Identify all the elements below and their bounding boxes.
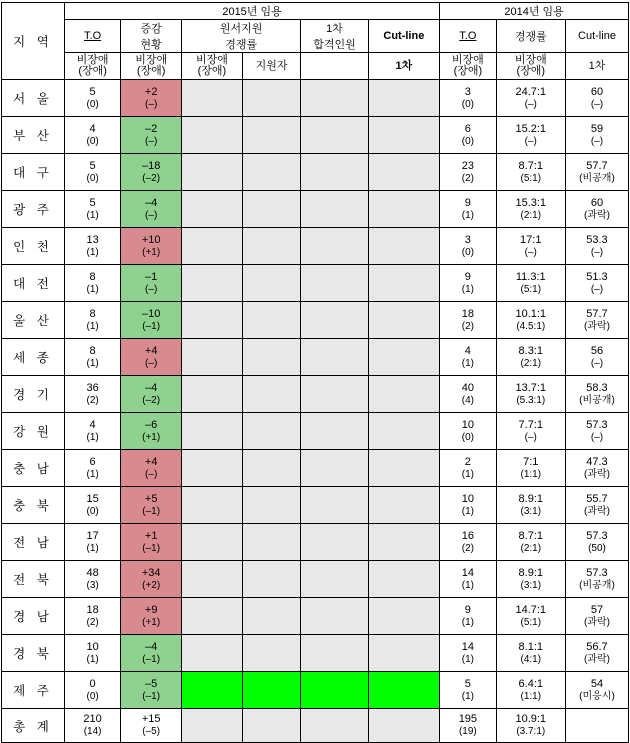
row-to-2015: 10 (1) — [64, 635, 120, 672]
row-apply-nondis — [182, 487, 243, 524]
row-to-2015: 18 (2) — [64, 598, 120, 635]
table-row — [2, 561, 629, 598]
row-cutline-2014: 58.3 (비공개) — [565, 376, 628, 413]
row-cutline-2015 — [368, 413, 440, 450]
table-row — [2, 191, 629, 228]
row-region: 부 산 — [2, 117, 65, 154]
row-change: –4 (–) — [121, 191, 182, 228]
row-apply-support — [242, 635, 301, 672]
row-cutline-2014: 47.3 (과락) — [565, 450, 628, 487]
row-change: –4 (–1) — [121, 635, 182, 672]
row-cutline-2014: 54 (미응시) — [565, 672, 628, 709]
header-to-2014: T.O — [440, 20, 496, 53]
row-to-2014: 9 (1) — [440, 191, 496, 228]
row-to-2014: 6 (0) — [440, 117, 496, 154]
row-to-2015: 4 (1) — [64, 413, 120, 450]
table-row — [2, 265, 629, 302]
row-apply-support — [242, 191, 301, 228]
row-cutline-2015 — [368, 524, 440, 561]
row-cutline-2014: 53.3 (–) — [565, 228, 628, 265]
row-apply-nondis — [182, 302, 243, 339]
row-region: 충 북 — [2, 487, 65, 524]
row-to-2015: 15 (0) — [64, 487, 120, 524]
row-first-pass — [301, 487, 368, 524]
table-row — [2, 635, 629, 672]
row-rate-2014: 17:1 (–) — [496, 228, 565, 265]
row-cutline-2014: 57.3 (–) — [565, 413, 628, 450]
table-row — [2, 413, 629, 450]
row-to-2015: 8 (1) — [64, 265, 120, 302]
table-row — [2, 487, 629, 524]
row-to-2015: 4 (0) — [64, 117, 120, 154]
row-apply-nondis — [182, 339, 243, 376]
row-apply-nondis — [182, 561, 243, 598]
table-row — [2, 524, 629, 561]
row-to-2014: 18 (2) — [440, 302, 496, 339]
row-apply-nondis — [182, 154, 243, 191]
row-change: +5 (–1) — [121, 487, 182, 524]
total-cutline-2015 — [368, 709, 440, 743]
header-region: 지 역 — [2, 3, 65, 80]
row-to-2014: 4 (1) — [440, 339, 496, 376]
table-row — [2, 450, 629, 487]
row-to-2014: 2 (1) — [440, 450, 496, 487]
row-region: 광 주 — [2, 191, 65, 228]
row-to-2014: 9 (1) — [440, 598, 496, 635]
row-cutline-2015 — [368, 635, 440, 672]
row-to-2014: 14 (1) — [440, 561, 496, 598]
row-cutline-2015 — [368, 265, 440, 302]
subheader-apply-nondis: 비장애 (장애) — [182, 53, 243, 80]
row-region: 전 북 — [2, 561, 65, 598]
row-apply-nondis — [182, 635, 243, 672]
row-first-pass — [301, 191, 368, 228]
row-apply-nondis — [182, 524, 243, 561]
row-cutline-2014: 51.3 (–) — [565, 265, 628, 302]
row-to-2014: 3 (0) — [440, 228, 496, 265]
row-apply-nondis — [182, 598, 243, 635]
table-row — [2, 117, 629, 154]
total-apply-nondis — [182, 709, 243, 743]
row-rate-2014: 24.7:1 (–) — [496, 80, 565, 117]
row-apply-support — [242, 117, 301, 154]
row-region: 제 주 — [2, 672, 65, 709]
row-apply-nondis — [182, 80, 243, 117]
row-to-2014: 9 (1) — [440, 265, 496, 302]
subheader-rate14-nondis: 비장애 (장애) — [496, 53, 565, 80]
row-cutline-2014: 57.7 (과락) — [565, 302, 628, 339]
row-apply-support — [242, 561, 301, 598]
row-to-2015: 13 (1) — [64, 228, 120, 265]
row-cutline-2014: 57.3 (50) — [565, 524, 628, 561]
row-region: 경 기 — [2, 376, 65, 413]
row-to-2014: 5 (1) — [440, 672, 496, 709]
row-cutline-2015 — [368, 561, 440, 598]
row-to-2015: 17 (1) — [64, 524, 120, 561]
header-group-2015: 2015년 임용 — [64, 3, 439, 20]
row-cutline-2015 — [368, 672, 440, 709]
header-change: 증감 현황 — [121, 20, 182, 53]
row-region: 전 남 — [2, 524, 65, 561]
table-row — [2, 154, 629, 191]
table-row — [2, 302, 629, 339]
row-apply-nondis — [182, 450, 243, 487]
row-apply-support — [242, 154, 301, 191]
row-to-2015: 8 (1) — [64, 339, 120, 376]
row-first-pass — [301, 302, 368, 339]
table-row — [2, 672, 629, 709]
row-cutline-2014: 60 (–) — [565, 80, 628, 117]
row-to-2014: 16 (2) — [440, 524, 496, 561]
row-to-2015: 36 (2) — [64, 376, 120, 413]
row-first-pass — [301, 635, 368, 672]
header-to-2015: T.O — [64, 20, 120, 53]
total-to-2015: 210 (14) — [64, 709, 120, 743]
header-row-subcolumns — [2, 53, 629, 80]
row-change: +2 (–) — [121, 80, 182, 117]
row-to-2014: 23 (2) — [440, 154, 496, 191]
row-region: 경 남 — [2, 598, 65, 635]
subheader-apply-support: 지원자 — [242, 53, 301, 80]
row-change: –10 (–1) — [121, 302, 182, 339]
row-cutline-2014: 57.3 (비공개) — [565, 561, 628, 598]
row-change: –4 (–2) — [121, 376, 182, 413]
row-cutline-2014: 60 (과락) — [565, 191, 628, 228]
table-row — [2, 80, 629, 117]
row-apply-nondis — [182, 376, 243, 413]
row-first-pass — [301, 376, 368, 413]
header-group-2014: 2014년 임용 — [440, 3, 629, 20]
header-rate-2014: 경쟁률 — [496, 20, 565, 53]
row-to-2015: 0 (0) — [64, 672, 120, 709]
row-region: 충 남 — [2, 450, 65, 487]
row-region: 울 산 — [2, 302, 65, 339]
total-to-2014: 195 (19) — [440, 709, 496, 743]
row-rate-2014: 8.3:1 (2:1) — [496, 339, 565, 376]
row-change: –6 (+1) — [121, 413, 182, 450]
row-first-pass — [301, 265, 368, 302]
row-first-pass — [301, 228, 368, 265]
total-first-pass — [301, 709, 368, 743]
subheader-to14-nondis: 비장애 (장애) — [440, 53, 496, 80]
table-row — [2, 376, 629, 413]
table-row-total — [2, 709, 629, 743]
row-apply-support — [242, 265, 301, 302]
row-rate-2014: 14.7:1 (5:1) — [496, 598, 565, 635]
row-apply-nondis — [182, 117, 243, 154]
row-rate-2014: 8.9:1 (3:1) — [496, 561, 565, 598]
row-first-pass — [301, 450, 368, 487]
row-to-2015: 5 (1) — [64, 191, 120, 228]
row-rate-2014: 8.7:1 (5:1) — [496, 154, 565, 191]
row-change: –5 (–1) — [121, 672, 182, 709]
row-cutline-2014: 56.7 (과락) — [565, 635, 628, 672]
row-region: 서 울 — [2, 80, 65, 117]
header-first-pass: 1차 합격인원 — [301, 20, 368, 53]
row-change: +10 (+1) — [121, 228, 182, 265]
subheader-firstpass-blank — [301, 53, 368, 80]
table-row — [2, 228, 629, 265]
row-to-2014: 10 (1) — [440, 487, 496, 524]
row-apply-support — [242, 413, 301, 450]
row-cutline-2015 — [368, 598, 440, 635]
row-rate-2014: 8.7:1 (2:1) — [496, 524, 565, 561]
header-cutline-2014: Cut-line — [565, 20, 628, 53]
row-apply-support — [242, 228, 301, 265]
row-cutline-2014: 59 (–) — [565, 117, 628, 154]
row-change: –18 (–2) — [121, 154, 182, 191]
subheader-change-nondis: 비장애 (장애) — [121, 53, 182, 80]
row-apply-support — [242, 80, 301, 117]
row-first-pass — [301, 80, 368, 117]
header-cutline-2015: Cut-line — [368, 20, 440, 53]
row-cutline-2015 — [368, 191, 440, 228]
row-change: –1 (–) — [121, 265, 182, 302]
row-cutline-2015 — [368, 450, 440, 487]
row-change: –2 (–) — [121, 117, 182, 154]
row-cutline-2015 — [368, 376, 440, 413]
row-first-pass — [301, 154, 368, 191]
spreadsheet-sheet — [0, 2, 630, 737]
row-apply-support — [242, 487, 301, 524]
row-apply-support — [242, 598, 301, 635]
row-cutline-2014: 56 (–) — [565, 339, 628, 376]
row-to-2014: 3 (0) — [440, 80, 496, 117]
header-application-rate: 원서지원 경쟁률 — [182, 20, 301, 53]
row-cutline-2015 — [368, 339, 440, 376]
row-to-2014: 10 (0) — [440, 413, 496, 450]
row-to-2014: 14 (1) — [440, 635, 496, 672]
row-apply-support — [242, 672, 301, 709]
row-cutline-2015 — [368, 80, 440, 117]
total-change: +15 (–5) — [121, 709, 182, 743]
row-change: +9 (+1) — [121, 598, 182, 635]
row-region: 인 천 — [2, 228, 65, 265]
row-apply-support — [242, 339, 301, 376]
row-to-2015: 48 (3) — [64, 561, 120, 598]
total-rate-2014: 10.9:1 (3.7:1) — [496, 709, 565, 743]
row-rate-2014: 6.4:1 (1:1) — [496, 672, 565, 709]
row-rate-2014: 13.7:1 (5.3:1) — [496, 376, 565, 413]
row-region: 세 종 — [2, 339, 65, 376]
row-first-pass — [301, 117, 368, 154]
row-apply-nondis — [182, 228, 243, 265]
row-apply-nondis — [182, 413, 243, 450]
row-change: +4 (–) — [121, 339, 182, 376]
row-to-2015: 6 (1) — [64, 450, 120, 487]
total-region: 총 계 — [2, 709, 65, 743]
row-first-pass — [301, 339, 368, 376]
row-cutline-2015 — [368, 302, 440, 339]
row-to-2015: 5 (0) — [64, 80, 120, 117]
row-apply-support — [242, 450, 301, 487]
total-apply-support — [242, 709, 301, 743]
row-rate-2014: 7:1 (1:1) — [496, 450, 565, 487]
row-cutline-2015 — [368, 228, 440, 265]
subheader-cutline15-first: 1차 — [368, 53, 440, 80]
row-change: +34 (+2) — [121, 561, 182, 598]
row-cutline-2014: 57 (과락) — [565, 598, 628, 635]
subheader-to15-nondis: 비장애 (장애) — [64, 53, 120, 80]
row-to-2015: 5 (0) — [64, 154, 120, 191]
row-region: 대 전 — [2, 265, 65, 302]
row-rate-2014: 8.1:1 (4:1) — [496, 635, 565, 672]
row-region: 경 북 — [2, 635, 65, 672]
row-rate-2014: 10.1:1 (4.5:1) — [496, 302, 565, 339]
header-row-year — [2, 3, 629, 20]
row-cutline-2014: 57.7 (비공개) — [565, 154, 628, 191]
row-rate-2014: 8.9:1 (3:1) — [496, 487, 565, 524]
row-first-pass — [301, 672, 368, 709]
row-apply-nondis — [182, 672, 243, 709]
row-cutline-2014: 55.7 (과락) — [565, 487, 628, 524]
row-to-2015: 8 (1) — [64, 302, 120, 339]
row-change: +4 (–) — [121, 450, 182, 487]
row-rate-2014: 15.3:1 (2:1) — [496, 191, 565, 228]
table-row — [2, 598, 629, 635]
row-region: 강 원 — [2, 413, 65, 450]
row-apply-nondis — [182, 191, 243, 228]
recruitment-table — [1, 2, 629, 743]
row-cutline-2015 — [368, 154, 440, 191]
row-to-2014: 40 (4) — [440, 376, 496, 413]
row-rate-2014: 7.7:1 (–) — [496, 413, 565, 450]
row-rate-2014: 15.2:1 (–) — [496, 117, 565, 154]
row-apply-nondis — [182, 265, 243, 302]
table-row — [2, 339, 629, 376]
row-first-pass — [301, 413, 368, 450]
row-region: 대 구 — [2, 154, 65, 191]
subheader-cutline14-first: 1차 — [565, 53, 628, 80]
row-apply-support — [242, 302, 301, 339]
row-first-pass — [301, 524, 368, 561]
row-cutline-2015 — [368, 117, 440, 154]
row-first-pass — [301, 561, 368, 598]
row-first-pass — [301, 598, 368, 635]
row-apply-support — [242, 524, 301, 561]
row-apply-support — [242, 376, 301, 413]
row-change: +1 (–1) — [121, 524, 182, 561]
total-cutline-2014 — [565, 709, 628, 743]
row-cutline-2015 — [368, 487, 440, 524]
row-rate-2014: 11.3:1 (5:1) — [496, 265, 565, 302]
header-row-columns — [2, 20, 629, 53]
